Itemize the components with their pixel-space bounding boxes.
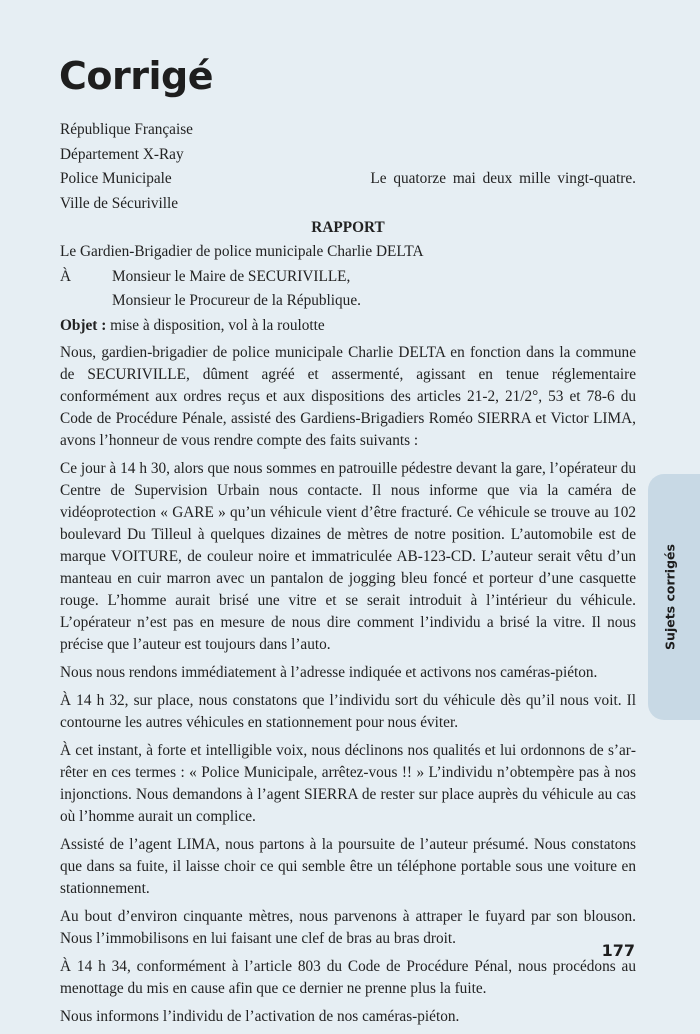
recipient-prefix: À	[60, 267, 72, 285]
subject-text: mise à disposition, vol à la roulotte	[106, 316, 325, 334]
side-tab-sujets-corriges[interactable]	[648, 474, 700, 720]
paragraph: Nous, gardien-brigadier de police municipale Charlie DELTA en fonction dans la commune de SECURIVILLE, dûment agréé et assermenté, agissant en tenue réglementaire conformément aux ordres reçus et aux dispositions des articles 21-2, 21/2°, 53 et 78-6 du Code de Procédure Pénale, assisté des Gardiens-Brigadiers Roméo SIERRA et Victor LIMA, avons l’honneur de vous rendre compte des faits suivants :	[60, 343, 636, 449]
report-document	[60, 118, 636, 1034]
paragraph: À cet instant, à forte et intelligible voix, nous déclinons nos qualités et lui ordonnons de s’arrêter en ces termes : « Police Municipale, arrêtez-vous !! » L’individu n’obtempère pas à nos injonctions. Nous demandons à l’agent SIERRA de rester sur place auprès du véhicule au cas où l’homme aurait un complice.	[60, 741, 636, 825]
recipient-line-2	[60, 289, 636, 314]
header-line-republic: République Française	[60, 121, 193, 138]
page-number: 177	[601, 941, 635, 960]
report-subject	[60, 314, 636, 338]
paragraph: À 14 h 34, conformément à l’article 803 du Code de Procédure Pénal, nous procédons au menottage du mis en cause afin que ce dernier ne prenne plus la fuite.	[60, 957, 636, 997]
header-police-label: Police Municipale	[60, 170, 172, 187]
recipient-mayor: Monsieur le Maire de SECURIVILLE,	[112, 267, 351, 285]
paragraph: Assisté de l’agent LIMA, nous partons à la poursuite de l’auteur présumé. Nous constatons que dans sa fuite, il laisse choir ce qui semble être un téléphone portable sous une voiture en stationnement.	[60, 835, 636, 897]
paragraph: Au bout d’environ cinquante mètres, nous parvenons à attraper le fuyard par son blouson. Nous l’immobilisons en lui faisant une clef de bras au bras droit.	[60, 907, 636, 947]
subject-label: Objet :	[60, 316, 107, 334]
report-sender: Le Gardien-Brigadier de police municipale Charlie DELTA	[60, 243, 424, 260]
report-title: RAPPORT	[311, 219, 385, 236]
page-title: Corrigé	[59, 54, 213, 98]
side-tab-label: Sujets corrigés	[662, 544, 678, 650]
recipient-line-1	[60, 265, 636, 290]
report-date: Le quatorze mai deux mille vingt-quatre.	[370, 170, 636, 187]
header-line-department: Département X-Ray	[60, 145, 184, 163]
header-line-police	[60, 167, 636, 192]
paragraph: À 14 h 32, sur place, nous constatons que l’individu sort du véhicule dès qu’il nous voit. Il contourne les autres véhicules en stationnement pour nous éviter.	[60, 691, 636, 731]
recipient-prosecutor: Monsieur le Procureur de la République.	[112, 292, 361, 309]
paragraph: Ce jour à 14 h 30, alors que nous sommes en patrouille pédestre devant la gare, l’opérateur du Centre de Supervision Urbain nous contacte. Il nous informe que via la caméra de vidéoprotection « GARE » qu’un véhicule vient d’être fracturé. Ce véhicule se trouve au 102 boulevard Du Tilleul à quelques dizaines de mètres de notre position. L’automobile est de marque VOITURE, de couleur noire et immatriculée AB-123-CD. L’auteur serait vêtu d’un manteau en cuir marron avec un pantalon de jogging bleu foncé et porteur d’une casquette rouge. L’homme aurait brisé une vitre et se serait introduit à l’intérieur du véhicule. L’opérateur n’est pas en mesure de nous dire comment l’individu a brisé la vitre. Il nous précise que l’auteur est toujours dans l’auto.	[60, 459, 636, 653]
paragraph: Nous informons l’individu de l’activation de nos caméras-piéton.	[60, 1007, 460, 1025]
paragraph: Nous nous rendons immédiatement à l’adresse indiquée et activons nos caméras-piéton.	[60, 663, 598, 681]
header-line-city: Ville de Sécuriville	[60, 194, 179, 212]
